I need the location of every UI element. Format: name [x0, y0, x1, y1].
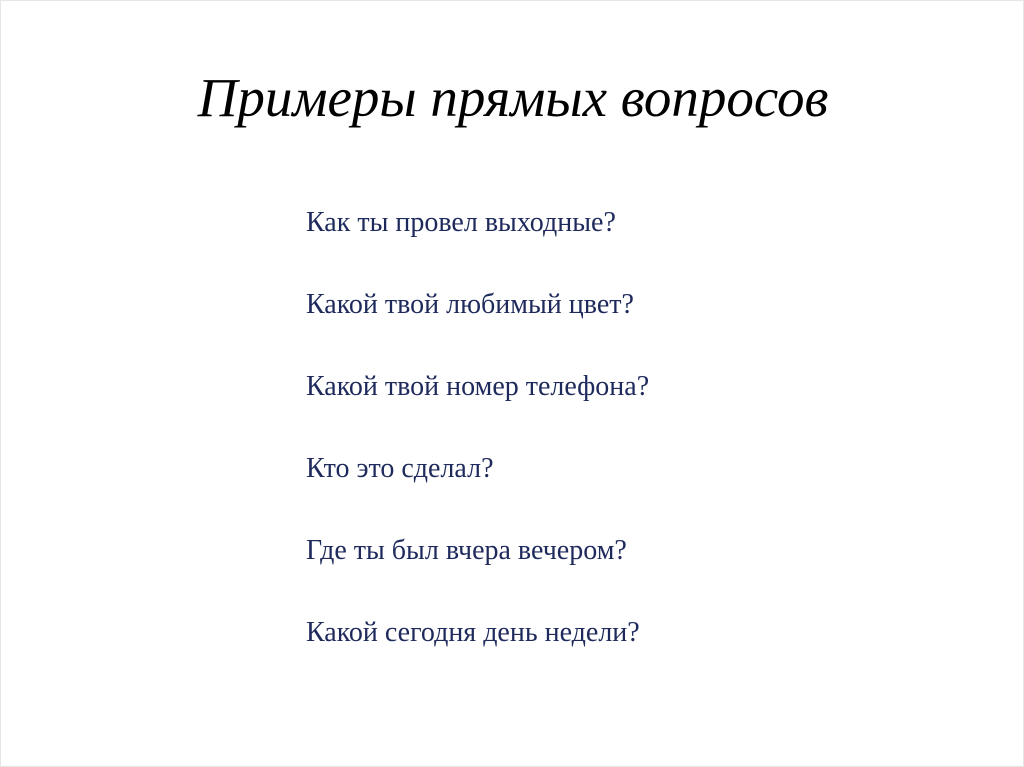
question-list [306, 206, 649, 698]
list-item: Как ты провел выходные? [306, 207, 616, 238]
list-item: Какой сегодня день недели? [306, 617, 640, 648]
list-item: Какой твой любимый цвет? [306, 289, 634, 320]
list-item: Какой твой номер телефона? [306, 371, 650, 402]
list-item: Кто это сделал? [306, 453, 494, 484]
list-item: Где ты был вчера вечером? [306, 535, 627, 566]
slide-title: Примеры прямых вопросов [197, 67, 829, 128]
